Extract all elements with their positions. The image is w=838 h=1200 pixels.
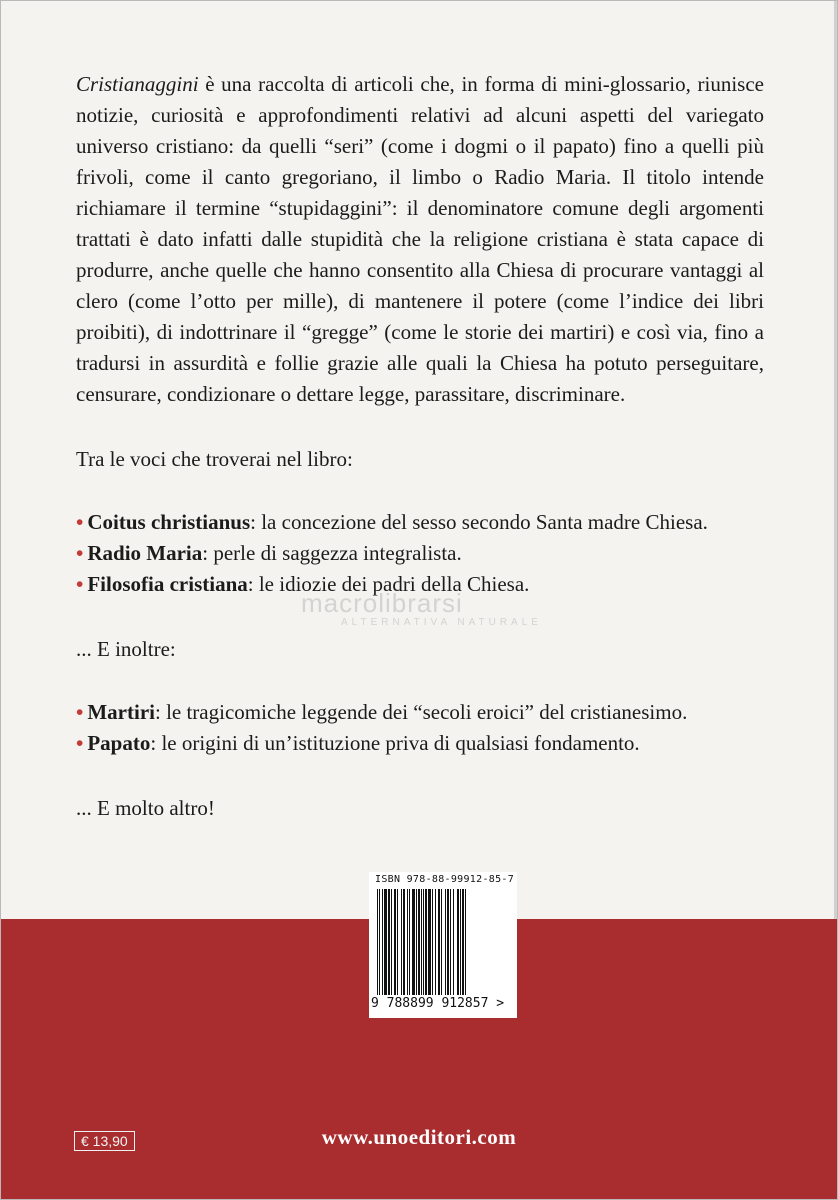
barcode-stripe <box>460 889 461 995</box>
entry-term: Coitus christianus <box>87 510 251 534</box>
entry-desc: : le origini di un’istituzione priva di qualsiasi fondamento. <box>150 731 640 755</box>
list-item <box>76 507 764 538</box>
barcode-stripe <box>423 889 424 995</box>
entry-desc: : la concezione del sesso secondo Santa madre Chiesa. <box>250 510 708 534</box>
section-lead-entries: Tra le voci che troverai nel libro: <box>76 447 353 471</box>
entry-desc: : le idiozie dei padri della Chiesa. <box>247 572 530 596</box>
barcode-stripe <box>382 889 383 995</box>
barcode-stripe <box>412 889 415 995</box>
entry-term: Martiri <box>87 700 155 724</box>
watermark-main-text: macrolibrarsi <box>301 588 463 618</box>
entries-list <box>76 507 764 600</box>
price-tag: € 13,90 <box>74 1131 135 1151</box>
isbn-label: ISBN 978-88-99912-85-7 <box>375 874 515 885</box>
barcode-stripe <box>418 889 420 995</box>
barcode-stripe <box>457 889 459 995</box>
barcode-bars <box>377 889 509 995</box>
list-item <box>76 569 764 600</box>
bullet-icon: • <box>76 541 84 565</box>
barcode-stripe <box>384 889 387 995</box>
barcode-stripe <box>465 889 466 995</box>
entry-term: Papato <box>87 731 151 755</box>
barcode-stripe <box>377 889 378 995</box>
barcode-stripe <box>379 889 380 995</box>
barcode-stripe <box>391 889 392 995</box>
more-entries-list <box>76 697 764 759</box>
entry-term: Filosofia cristiana <box>87 572 248 596</box>
bullet-icon: • <box>76 731 84 755</box>
entry-desc: : perle di saggezza integralista. <box>202 541 462 565</box>
list-item <box>76 538 764 569</box>
barcode-stripe <box>445 889 446 995</box>
barcode-stripe <box>438 889 440 995</box>
entry-desc: : le tragicomiche leggende dei “secoli eroici” del cristianesimo. <box>154 700 688 724</box>
barcode-stripe <box>416 889 417 995</box>
isbn-barcode <box>369 872 517 1018</box>
barcode-stripe <box>421 889 422 995</box>
barcode-stripe <box>397 889 398 995</box>
ean-digits: 9 788899 912857 > <box>371 996 505 1011</box>
book-title-italic: Cristianaggini <box>76 72 199 96</box>
watermark-sub-text: ALTERNATIVA NATURALE <box>341 617 542 628</box>
barcode-stripe <box>428 889 431 995</box>
barcode-stripe <box>407 889 408 995</box>
barcode-stripe <box>432 889 433 995</box>
cover-text <box>76 69 764 824</box>
barcode-stripe <box>388 889 390 995</box>
barcode-stripe <box>447 889 449 995</box>
bullet-icon: • <box>76 700 84 724</box>
intro-paragraph <box>76 69 764 410</box>
barcode-stripe <box>441 889 442 995</box>
barcode-stripe <box>409 889 410 995</box>
intro-text: è una raccolta di articoli che, in forma di mini-glossario, riunisce notizie, curiosità e approfondimenti relativi ad alcuni aspetti del variegato universo cristiano: da quelli “seri” (come i dogmi o il papato) fino a quelli più frivoli, come il canto gregoriano, il limbo o Radio Maria. Il titolo intende richiamare il termine “stupidaggini”: il denominatore comune degli argomenti trattati è dato infatti dalle stupidità che la religione cristiana è stata capace di produrre, anche quelle che hanno consentito alla Chiesa di procurare vantaggi al clero (come l’otto per mille), di mantenere il potere (come l’indice dei libri proibiti), di indottrinare il “gregge” (come le storie dei martiri) e così via, fino a tradursi in assurdità e follie grazie alle quali la Chiesa ha potuto perseguitare, censurare, condizionare o dettare legge, parassitare, discriminare. <box>76 72 764 406</box>
barcode-stripe <box>394 889 396 995</box>
closing-line: ... E molto altro! <box>76 796 215 820</box>
publisher-website: www.unoeditori.com <box>321 1125 517 1149</box>
barcode-stripe <box>425 889 427 995</box>
entry-term: Radio Maria <box>87 541 203 565</box>
list-item <box>76 697 764 728</box>
bullet-icon: • <box>76 572 84 596</box>
barcode-stripe <box>450 889 451 995</box>
barcode-stripe <box>403 889 405 995</box>
section-lead-more: ... E inoltre: <box>76 637 176 661</box>
barcode-stripe <box>401 889 402 995</box>
bullet-icon: • <box>76 510 84 534</box>
list-item <box>76 728 764 759</box>
barcode-stripe <box>435 889 436 995</box>
barcode-stripe <box>453 889 454 995</box>
barcode-stripe <box>462 889 464 995</box>
